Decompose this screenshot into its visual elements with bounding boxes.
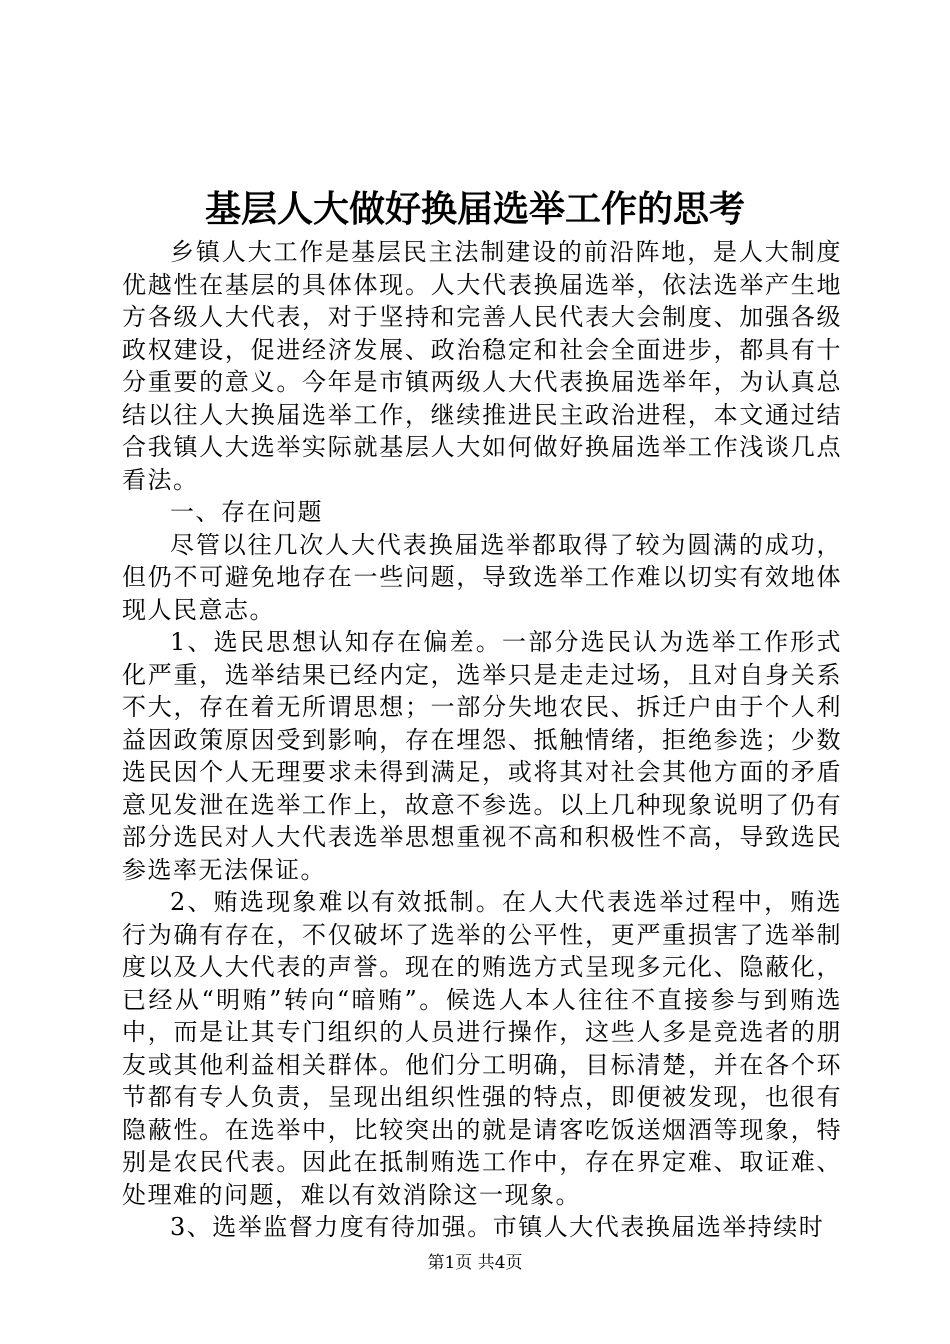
paragraph-intro: 乡镇人大工作是基层民主法制建设的前沿阵地，是人大制度优越性在基层的具体体现。人大代表换届选举，依法选举产生地方各级人大代表，对于坚持和完善人民代表大会制度、加强各级政权建设，促进经济发展、政治稳定和社会全面进步，都具有十分重要的意义。今年是市镇两级人大代表换届选举年，为认真总结以往人大换届选举工作，继续推进民主政治进程，本文通过结合我镇人大选举实际就基层人大如何做好换届选举工作浅谈几点看法。	[122, 238, 842, 494]
document-body	[122, 236, 842, 1244]
paragraph-problems-summary: 尽管以往几次人大代表换届选举都取得了较为圆满的成功，但仍不可避免地存在一些问题，导致选举工作难以切实有效地体现人民意志。	[122, 530, 842, 624]
paragraph-point-3: 3、选举监督力度有待加强。市镇人大代表换届选举持续时	[170, 1213, 825, 1241]
paragraph-point-2: 2、贿选现象难以有效抵制。在人大代表选举过程中，贿选行为确有存在，不仅破坏了选举的公平性，更严重损害了选举制度以及人大代表的声誉。现在的贿选方式呈现多元化、隐蔽化，已经从“明贿”转向“暗贿”。候选人本人往往不直接参与到贿选中，而是让其专门组织的人员进行操作，这些人多是竞选者的朋友或其他利益相关群体。他们分工明确，目标清楚，并在各个环节都有专人负责，呈现出组织性强的特点，即便被发现，也很有隐蔽性。在选举中，比较突出的就是请客吃饭送烟酒等现象，特别是农民代表。因此在抵制贿选工作中，存在界定难、取证难、处理难的问题，难以有效消除这一现象。	[122, 888, 842, 1209]
section-heading-problems: 一、存在问题	[170, 498, 323, 526]
paragraph-point-1: 1、选民思想认知存在偏差。一部分选民认为选举工作形式化严重，选举结果已经内定，选举只是走走过场，且对自身关系不大，存在着无所谓思想；一部分失地农民、拆迁户由于个人利益因政策原因受到影响，存在埋怨、抵触情绪，拒绝参选；少数选民因个人无理要求未得到满足，或将其对社会其他方面的矛盾意见发泄在选举工作上，故意不参选。以上几种现象说明了仍有部分选民对人大代表选举思想重视不高和积极性不高，导致选民参选率无法保证。	[122, 628, 842, 884]
document-title: 基层人大做好换届选举工作的思考	[204, 188, 745, 230]
page-number-footer: 第1页 共4页	[427, 1253, 523, 1273]
